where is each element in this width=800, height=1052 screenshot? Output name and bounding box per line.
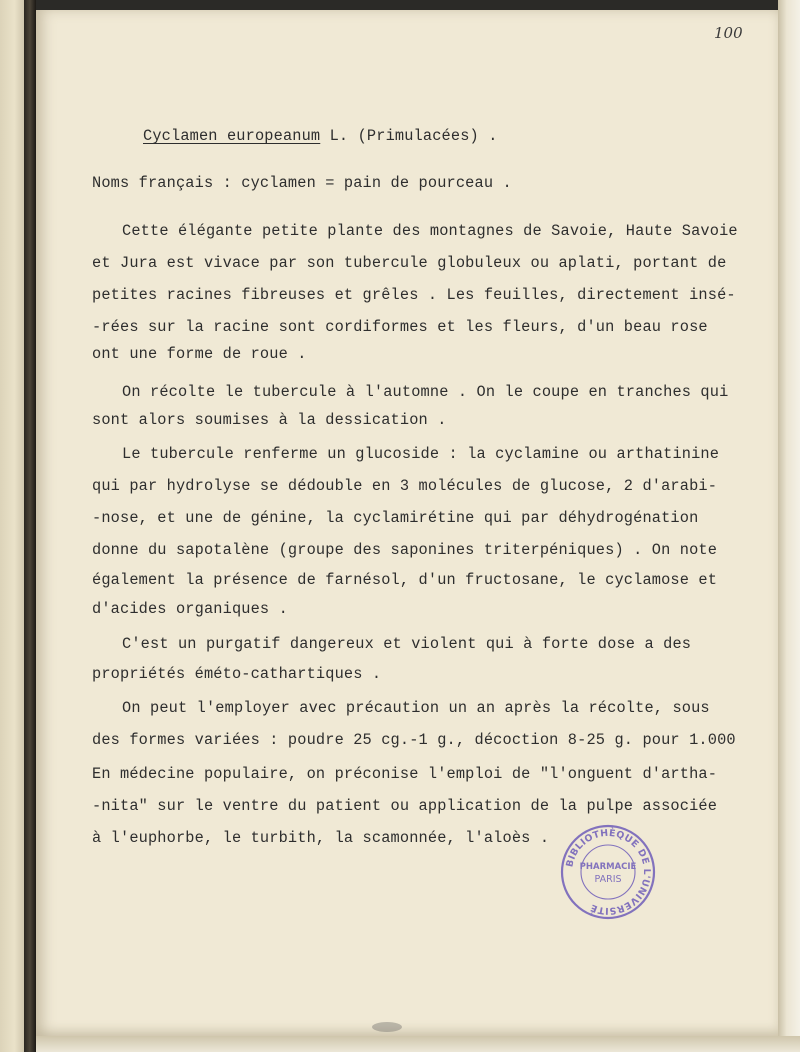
text-line: à l'euphorbe, le turbith, la scamonnée, l'aloès . bbox=[92, 829, 550, 847]
text-line: petites racines fibreuses et grêles . Les feuilles, directement insé- bbox=[92, 286, 736, 304]
book-gutter bbox=[24, 0, 36, 1052]
page-bottom-edge bbox=[36, 1036, 800, 1052]
text-line: donne du sapotalène (groupe des saponines triterpéniques) . On note bbox=[92, 541, 718, 559]
ink-smudge bbox=[372, 1022, 402, 1032]
text-line: On récolte le tubercule à l'automne . On le coupe en tranches qui bbox=[122, 383, 729, 401]
text-line: propriétés éméto-cathartiques . bbox=[92, 665, 382, 683]
text-line: Noms français : cyclamen = pain de pourceau . bbox=[92, 174, 512, 192]
page-number: 100 bbox=[714, 24, 743, 42]
stamp-ring-text: BIBLIOTHÈQUE DE L'UNIVERSITÉ bbox=[564, 827, 653, 917]
title-family: L. (Primulacées) . bbox=[320, 127, 498, 145]
stamp-inner-ring bbox=[581, 845, 635, 899]
page-stack-edge bbox=[778, 0, 800, 1052]
stamp-graphic bbox=[562, 826, 654, 918]
text-line: Le tubercule renferme un glucoside : la cyclamine ou arthatinine bbox=[122, 445, 720, 463]
stamp-center-top: PHARMACIE bbox=[579, 862, 637, 872]
text-line: sont alors soumises à la dessication . bbox=[92, 411, 447, 429]
title-species-name: Cyclamen europeanum bbox=[143, 127, 321, 145]
text-line: ont une forme de roue . bbox=[92, 345, 307, 363]
stamp-center-bottom: PARIS bbox=[594, 874, 622, 885]
library-stamp bbox=[558, 822, 658, 922]
text-line: -nose, et une de génine, la cyclamirétine qui par déhydrogénation bbox=[92, 509, 699, 527]
text-line: qui par hydrolyse se dédouble en 3 molécules de glucose, 2 d'arabi- bbox=[92, 477, 718, 495]
text-line: C'est un purgatif dangereux et violent qui à forte dose a des bbox=[122, 635, 692, 653]
text-line: également la présence de farnésol, d'un fructosane, le cyclamose et bbox=[92, 571, 718, 589]
text-line: des formes variées : poudre 25 cg.-1 g., décoction 8-25 g. pour 1.000 bbox=[92, 731, 736, 749]
text-line: En médecine populaire, on préconise l'emploi de "l'onguent d'artha- bbox=[92, 765, 718, 783]
text-line: -nita" sur le ventre du patient ou application de la pulpe associée bbox=[92, 797, 718, 815]
text-line: On peut l'employer avec précaution un an après la récolte, sous bbox=[122, 699, 710, 717]
text-line: -rées sur la racine sont cordiformes et les fleurs, d'un beau rose bbox=[92, 318, 708, 336]
document-title bbox=[143, 126, 498, 146]
facing-page-edge bbox=[0, 0, 24, 1052]
text-line: d'acides organiques . bbox=[92, 600, 288, 618]
text-line: et Jura est vivace par son tubercule globuleux ou aplati, portant de bbox=[92, 254, 727, 272]
text-line: Cette élégante petite plante des montagnes de Savoie, Haute Savoie bbox=[122, 222, 738, 240]
stamp-outer-ring bbox=[562, 826, 654, 918]
